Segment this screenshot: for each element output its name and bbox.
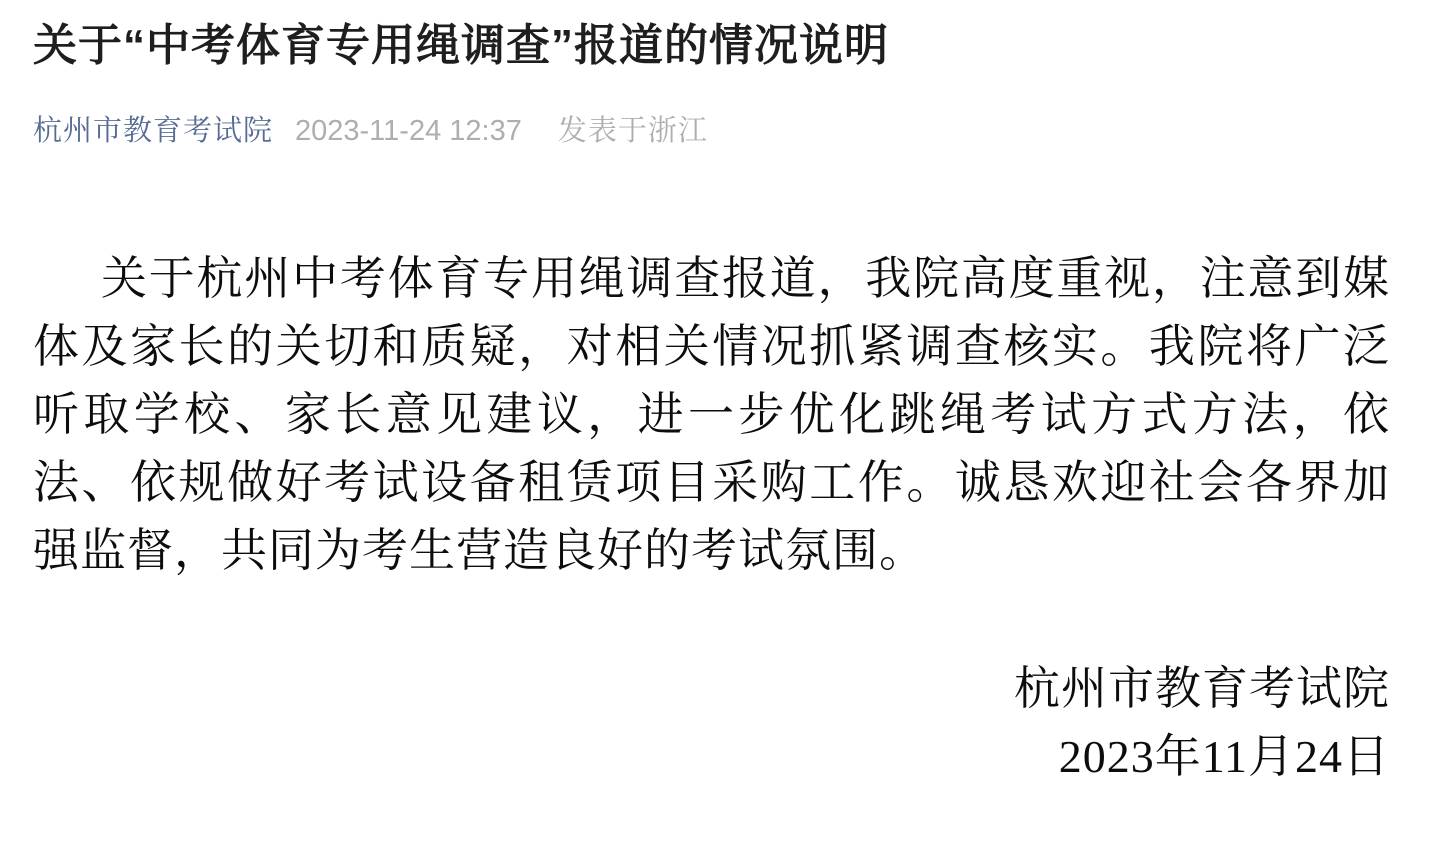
- official-account-link[interactable]: 杭州市教育考试院: [33, 115, 274, 148]
- publish-timestamp: 2023-11-24 12:37: [295, 115, 522, 148]
- statement-paragraph: 关于杭州中考体育专用绳调查报道，我院高度重视，注意到媒体及家长的关切和质疑，对相关情况抓紧调查核实。我院将广泛听取学校、家长意见建议，进一步优化跳绳考试方式方法，依法、依规做好考试设备租赁项目采购工作。诚恳欢迎社会各界加强监督，共同为考生营造良好的考试氛围。: [33, 253, 1390, 577]
- signature-date: 2023年11月24日: [1058, 731, 1390, 783]
- signature-organization: 杭州市教育考试院: [1014, 663, 1390, 715]
- article-body: [33, 245, 1390, 585]
- article-title: 关于“中考体育专用绳调查”报道的情况说明: [33, 21, 889, 70]
- signature-block: [33, 655, 1390, 791]
- article-byline: [33, 113, 1390, 149]
- publish-location: 发表于浙江: [557, 115, 708, 148]
